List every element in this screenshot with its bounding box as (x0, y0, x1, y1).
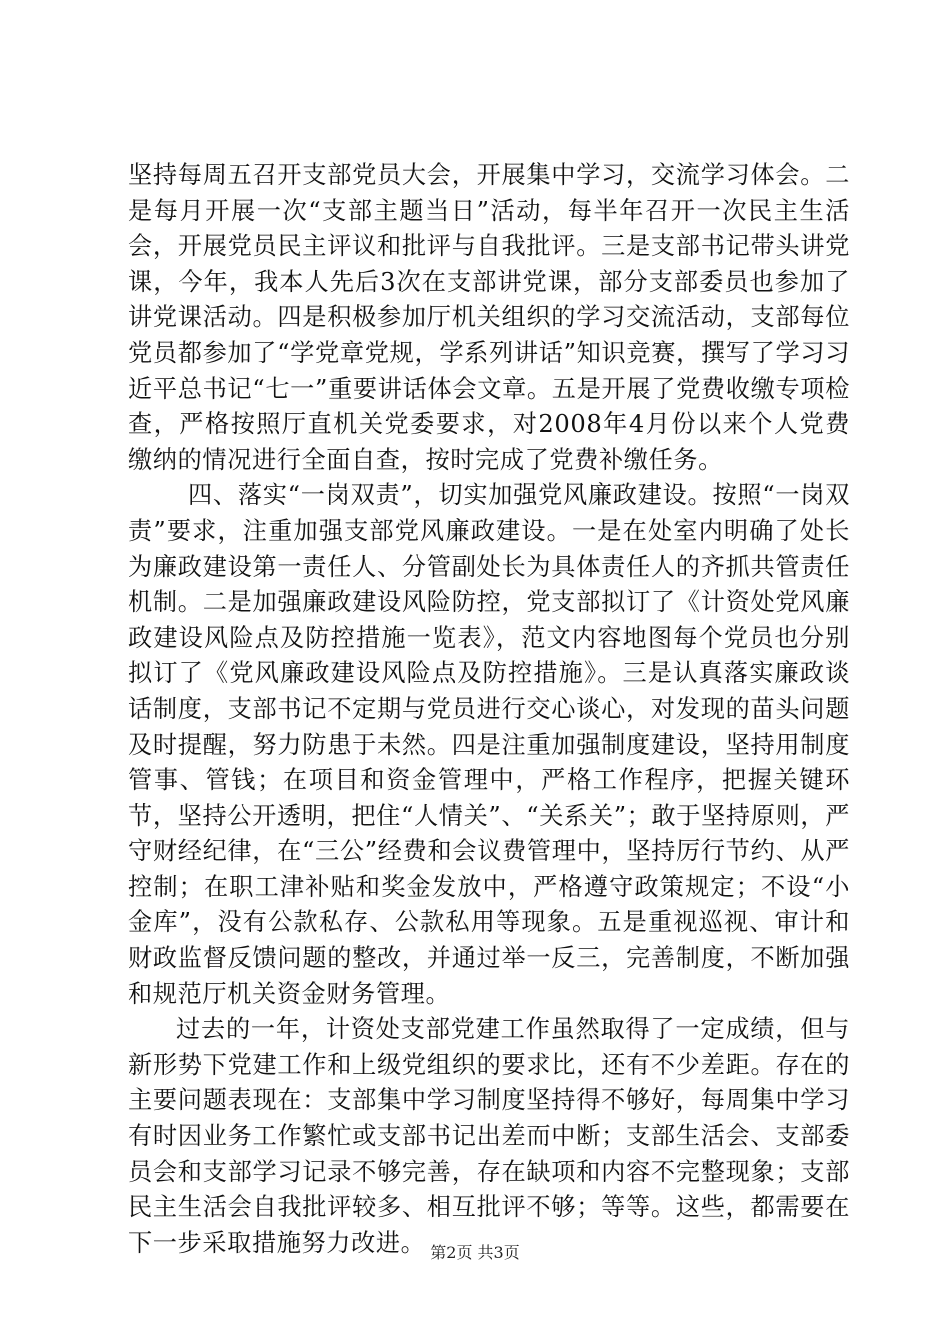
body-paragraph-2: 四、落实“一岗双责”，切实加强党风廉政建设。按照“一岗双责”要求，注重加强支部党风廉政建设。一是在处室内明确了处长为廉政建设第一责任人、分管副处长为具体责任人的齐抓共管责任机制。二是加强廉政建设风险防控，党支部拟订了《计资处党风廉政建设风险点及防控措施一览表》，范文内容地图每个党员也分别拟订了《党风廉政建设风险点及防控措施》。三是认真落实廉政谈话制度，支部书记不定期与党员进行交心谈心，对发现的苗头问题及时提醒，努力防患于未然。四是注重加强制度建设，坚持用制度管事、管钱；在项目和资金管理中，严格工作程序，把握关键环节，坚持公开透明，把住“人情关”、“关系关”；敢于坚持原则，严守财经纪律，在“三公”经费和会议费管理中，坚持厉行节约、从严控制；在职工津补贴和奖金发放中，严格遵守政策规定；不设“小金库”，没有公款私存、公款私用等现象。五是重视巡视、审计和财政监督反馈问题的整改，并通过举一反三，完善制度，不断加强和规范厅机关资金财务管理。 (128, 481, 850, 1008)
body-paragraph-1: 坚持每周五召开支部党员大会，开展集中学习，交流学习体会。二是每月开展一次“支部主题当日”活动，每半年召开一次民主生活会，开展党员民主评议和批评与自我批评。三是支部书记带头讲党课，今年，我本人先后3次在支部讲党课，部分支部委员也参加了讲党课活动。四是积极参加厅机关组织的学习交流活动，支部每位党员都参加了“学党章党规，学系列讲话”知识竞赛，撰写了学习习近平总书记“七一”重要讲话体会文章。五是开展了党费收缴专项检查，严格按照厅直机关党委要求，对2008年4月份以来个人党费缴纳的情况进行全面自查，按时完成了党费补缴任务。 (128, 161, 850, 474)
page-footer: 第2页 共3页 (430, 1243, 520, 1262)
document-body (128, 158, 850, 1261)
body-paragraph-3: 过去的一年，计资处支部党建工作虽然取得了一定成绩，但与新形势下党建工作和上级党组织的要求比，还有不少差距。存在的主要问题表现在：支部集中学习制度坚持得不够好，每周集中学习有时因业务工作繁忙或支部书记出差而中断；支部生活会、支部委员会和支部学习记录不够完善，存在缺项和内容不完整现象；支部民主生活会自我批评较多、相互批评不够；等等。这些，都需要在下一步采取措施努力改进。 (128, 1015, 850, 1257)
